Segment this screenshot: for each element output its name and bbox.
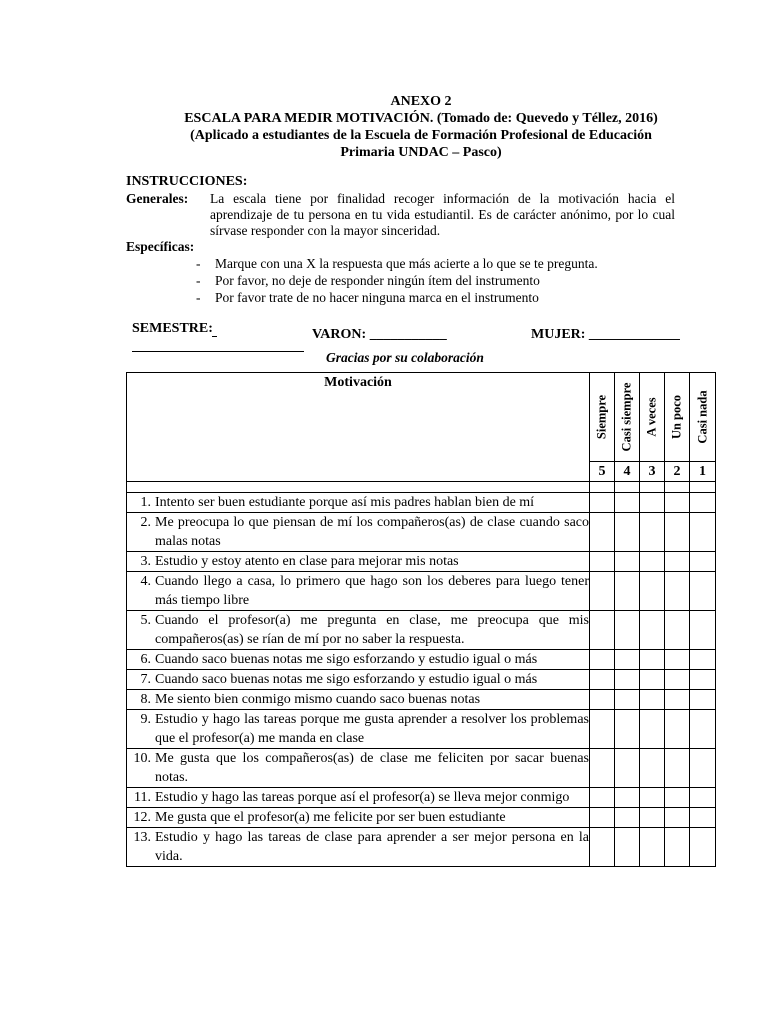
item-number: 12. [133, 810, 151, 825]
item-number: 2. [140, 515, 151, 530]
answer-cell[interactable] [590, 690, 615, 710]
answer-cell[interactable] [665, 670, 690, 690]
item-number: 5. [140, 613, 151, 628]
answer-cell[interactable] [615, 493, 640, 513]
thanks-note: Gracias por su colaboración [326, 350, 484, 365]
item-statement [127, 552, 590, 572]
answer-cell[interactable] [590, 650, 615, 670]
table-row [127, 690, 716, 710]
answer-cell[interactable] [665, 572, 690, 611]
mujer-field[interactable]: MUJER: _____________ [531, 327, 680, 342]
item-number: 13. [133, 830, 151, 845]
answer-cell[interactable] [690, 828, 716, 867]
item-statement [127, 690, 590, 710]
table-row [127, 749, 716, 788]
item-text: Cuando llego a casa, lo primero que hago son los deberes para luego tener más tiempo libre [155, 574, 589, 608]
bullet-marker: - [196, 256, 201, 271]
answer-cell[interactable] [615, 670, 640, 690]
answer-cell[interactable] [665, 749, 690, 788]
item-wrap [127, 749, 589, 787]
item-wrap [127, 788, 589, 807]
scale-value: 5 [590, 462, 615, 482]
bullet-1: Marque con una X la respuesta que más acierte a lo que se te pregunta. [215, 256, 598, 271]
applied-line-2: Primaria UNDAC – Pasco) [340, 145, 502, 160]
scale-label-text: Siempre [594, 394, 609, 440]
spacer-cell [615, 482, 640, 493]
instructions-heading: INSTRUCCIONES: [126, 174, 248, 189]
item-text: Me gusta que los compañeros(as) de clase me feliciten por sacar buenas notas. [155, 751, 589, 785]
item-statement [127, 788, 590, 808]
varon-field[interactable]: VARON: ___________ [312, 327, 447, 342]
item-number: 10. [133, 751, 151, 766]
spacer-row [127, 482, 716, 493]
answer-cell[interactable] [590, 572, 615, 611]
answer-cell[interactable] [690, 552, 716, 572]
answer-cell[interactable] [690, 493, 716, 513]
item-wrap [127, 808, 589, 827]
answer-cell[interactable] [640, 572, 665, 611]
scale-label-text: Casi siempre [619, 382, 634, 452]
item-wrap [127, 670, 589, 689]
answer-cell[interactable] [690, 572, 716, 611]
table-row [127, 493, 716, 513]
item-text: Cuando el profesor(a) me pregunta en clase, me preocupa que mis compañeros(as) se rían de mí por no saber la respuesta. [155, 613, 589, 647]
item-wrap [127, 710, 589, 748]
scale-label-casi-nada [690, 373, 716, 462]
scale-label-text: Un poco [669, 394, 684, 440]
scale-label-casi-siempre [615, 373, 640, 462]
answer-cell[interactable] [640, 710, 665, 749]
answer-cell[interactable] [665, 808, 690, 828]
answer-cell[interactable] [590, 493, 615, 513]
table-row [127, 552, 716, 572]
answer-cell[interactable] [665, 650, 690, 670]
answer-cell[interactable] [690, 650, 716, 670]
answer-cell[interactable] [640, 670, 665, 690]
answer-cell[interactable] [690, 710, 716, 749]
answer-cell[interactable] [615, 650, 640, 670]
table-row [127, 808, 716, 828]
item-wrap [127, 513, 589, 551]
answer-cell[interactable] [665, 788, 690, 808]
answer-cell[interactable] [590, 788, 615, 808]
item-wrap [127, 690, 589, 709]
spacer-cell [665, 482, 690, 493]
table-row [127, 670, 716, 690]
scale-value: 1 [690, 462, 716, 482]
answer-cell[interactable] [590, 749, 615, 788]
item-statement [127, 611, 590, 650]
generales-paragraph: La escala tiene por finalidad recoger información de la motivación hacia el aprendizaje de tu persona en tu vida estudiantil. Es de carácter anónimo, por lo cual sírvase responder con la mayor sinceridad. [210, 191, 675, 238]
answer-cell[interactable] [665, 611, 690, 650]
scale-label-un-poco [665, 373, 690, 462]
item-text: Estudio y estoy atento en clase para mejorar mis notas [155, 554, 459, 569]
answer-cell[interactable] [615, 808, 640, 828]
answer-cell[interactable] [615, 572, 640, 611]
answer-cell[interactable] [640, 788, 665, 808]
item-statement [127, 749, 590, 788]
item-wrap [127, 828, 589, 866]
answer-cell[interactable] [615, 788, 640, 808]
item-number: 9. [140, 712, 151, 727]
applied-line-1: (Aplicado a estudiantes de la Escuela de Formación Profesional de Educación [190, 128, 652, 143]
answer-cell[interactable] [640, 513, 665, 552]
item-text: Cuando saco buenas notas me sigo esforzando y estudio igual o más [155, 652, 538, 667]
table-row [127, 513, 716, 552]
item-wrap [127, 611, 589, 649]
answer-cell[interactable] [640, 552, 665, 572]
item-text: Estudio y hago las tareas porque me gusta aprender a resolver los problemas que el profesor(a) me manda en clase [155, 712, 589, 746]
answer-cell[interactable] [690, 690, 716, 710]
answer-cell[interactable] [590, 828, 615, 867]
answer-cell[interactable] [640, 749, 665, 788]
generales-label: Generales: [126, 191, 189, 206]
motivation-scale-table [126, 372, 716, 867]
item-number: 1. [140, 495, 151, 510]
answer-cell[interactable] [640, 611, 665, 650]
semestre-line-tail [212, 336, 217, 337]
item-wrap [127, 650, 589, 669]
items-body [127, 493, 716, 867]
item-number: 3. [140, 554, 151, 569]
item-number: 8. [140, 692, 151, 707]
item-text: Estudio y hago las tareas de clase para aprender a ser mejor persona en la vida. [155, 830, 589, 864]
answer-cell[interactable] [615, 513, 640, 552]
item-statement [127, 828, 590, 867]
item-statement [127, 513, 590, 552]
answer-cell[interactable] [590, 710, 615, 749]
item-text: Estudio y hago las tareas porque así el profesor(a) se lleva mejor conmigo [155, 790, 570, 805]
answer-cell[interactable] [665, 513, 690, 552]
bullet-2: Por favor, no deje de responder ningún ítem del instrumento [215, 273, 540, 288]
item-number: 7. [140, 672, 151, 687]
scale-label-siempre [590, 373, 615, 462]
answer-cell[interactable] [690, 788, 716, 808]
item-text: Me siento bien conmigo mismo cuando saco buenas notas [155, 692, 481, 707]
answer-cell[interactable] [615, 690, 640, 710]
semestre-input-line[interactable] [132, 351, 304, 352]
table-row [127, 828, 716, 867]
answer-cell[interactable] [590, 808, 615, 828]
answer-cell[interactable] [640, 690, 665, 710]
spacer-cell [590, 482, 615, 493]
answer-cell[interactable] [640, 650, 665, 670]
scale-label-text: Casi nada [695, 390, 709, 444]
answer-cell[interactable] [615, 749, 640, 788]
answer-cell[interactable] [615, 611, 640, 650]
item-statement [127, 710, 590, 749]
item-text: Cuando saco buenas notas me sigo esforzando y estudio igual o más [155, 672, 538, 687]
especificas-label: Específicas: [126, 239, 195, 254]
answer-cell[interactable] [615, 828, 640, 867]
answer-cell[interactable] [590, 513, 615, 552]
motivation-header: Motivación [127, 373, 590, 482]
answer-cell[interactable] [690, 808, 716, 828]
spacer-cell [690, 482, 716, 493]
answer-cell[interactable] [665, 690, 690, 710]
scale-value: 2 [665, 462, 690, 482]
answer-cell[interactable] [640, 808, 665, 828]
annex-title: ANEXO 2 [390, 94, 452, 109]
item-text: Me preocupa lo que piensan de mí los compañeros(as) de clase cuando saco malas notas [155, 515, 589, 549]
answer-cell[interactable] [640, 493, 665, 513]
table-row [127, 572, 716, 611]
item-number: 6. [140, 652, 151, 667]
table-row [127, 788, 716, 808]
item-wrap [127, 493, 589, 512]
table-row [127, 611, 716, 650]
answer-cell[interactable] [590, 670, 615, 690]
semestre-label: SEMESTRE: [132, 321, 213, 336]
item-statement [127, 808, 590, 828]
answer-cell[interactable] [665, 493, 690, 513]
scale-value: 4 [615, 462, 640, 482]
item-statement [127, 572, 590, 611]
scale-label-text: A veces [644, 397, 659, 437]
item-statement [127, 493, 590, 513]
answer-cell[interactable] [640, 828, 665, 867]
spacer-cell [640, 482, 665, 493]
spacer-cell [127, 482, 590, 493]
item-number: 11. [134, 790, 151, 805]
answer-cell[interactable] [665, 828, 690, 867]
answer-cell[interactable] [615, 552, 640, 572]
answer-cell[interactable] [690, 513, 716, 552]
answer-cell[interactable] [690, 670, 716, 690]
scale-value: 3 [640, 462, 665, 482]
item-wrap [127, 572, 589, 610]
item-text: Me gusta que el profesor(a) me felicite por ser buen estudiante [155, 810, 506, 825]
table-header-row [127, 373, 716, 462]
answer-cell[interactable] [690, 749, 716, 788]
generales-text [210, 191, 675, 239]
answer-cell[interactable] [590, 611, 615, 650]
answer-cell[interactable] [590, 552, 615, 572]
bullet-marker: - [196, 273, 201, 288]
answer-cell[interactable] [665, 552, 690, 572]
item-wrap [127, 552, 589, 571]
bullet-marker: - [196, 290, 201, 305]
answer-cell[interactable] [665, 710, 690, 749]
item-number: 4. [140, 574, 151, 589]
bullet-3: Por favor trate de no hacer ninguna marca en el instrumento [215, 290, 539, 305]
scale-label-a-veces [640, 373, 665, 462]
scale-title: ESCALA PARA MEDIR MOTIVACIÓN. (Tomado de: Quevedo y Téllez, 2016) [184, 111, 658, 126]
answer-cell[interactable] [615, 710, 640, 749]
item-statement [127, 670, 590, 690]
table-row [127, 710, 716, 749]
item-statement [127, 650, 590, 670]
answer-cell[interactable] [690, 611, 716, 650]
table-row [127, 650, 716, 670]
item-text: Intento ser buen estudiante porque así mis padres hablan bien de mí [155, 495, 535, 510]
